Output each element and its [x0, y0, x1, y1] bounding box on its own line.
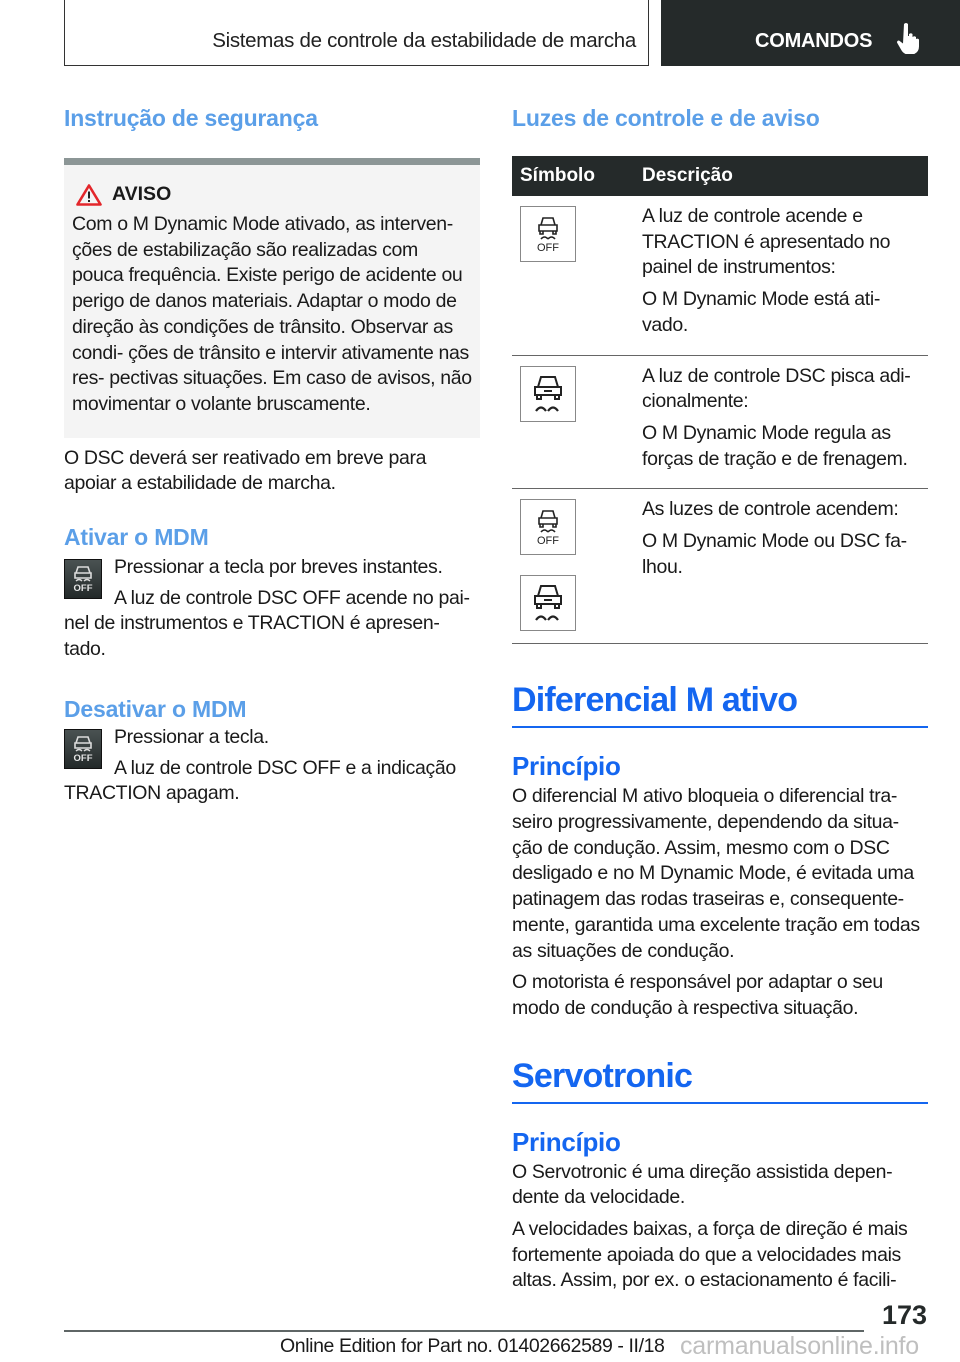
symbol-cell	[512, 196, 634, 355]
chapter-tab[interactable]	[661, 0, 960, 66]
deactivate-instruction	[64, 725, 480, 807]
pointing-hand-icon	[896, 22, 920, 54]
activate-result: A luz de controle DSC OFF acende no pai- nel de instrumentos e TRACTION é apresen- tado.	[64, 586, 470, 661]
deactivate-step: Pressionar a tecla.	[114, 725, 269, 748]
servo-paragraph: O Servotronic é uma direção assistida depen- dente da velocidade.	[512, 1160, 893, 1209]
lights-heading: Luzes de controle e de aviso	[512, 105, 820, 131]
symbol-cell	[512, 489, 634, 644]
symbol-cell	[512, 355, 634, 489]
diff-section-heading: Diferencial M ativo	[512, 680, 928, 728]
header-section-box	[64, 0, 649, 66]
servo-section-heading: Servotronic	[512, 1056, 928, 1104]
servo-principle-heading: Princípio	[512, 1126, 621, 1157]
deactivate-result: A luz de controle DSC OFF e a indicação TRACTION apagam.	[64, 756, 456, 805]
description-cell: A luz de controle acende e TRACTION é apresentado no painel de instrumentos: O M Dynamic Mode está ati- vado.	[634, 196, 928, 355]
dsc-indicator-icon	[520, 366, 576, 422]
diff-principle-heading: Princípio	[512, 751, 621, 782]
dsc-indicator-icon	[520, 575, 576, 631]
table-row	[512, 489, 928, 644]
deactivate-heading: Desativar o MDM	[64, 695, 247, 722]
dsc-off-button-icon	[64, 729, 102, 769]
table-row	[512, 355, 928, 489]
description-cell: As luzes de controle acendem: O M Dynamic Mode ou DSC fa- lhou.	[634, 489, 928, 644]
table-row	[512, 196, 928, 355]
table-header-row	[512, 156, 928, 196]
indicator-lights-table	[512, 156, 928, 644]
diff-paragraph: O diferencial M ativo bloqueia o diferencial tra- seiro progressivamente, dependendo da situa- ção de condução. Assim, mesmo com o DSC desligado e no M Dynamic Mode, é evitada uma patinagem das rodas traseiras e, consequente- mente, garantida uma excelente tração em todas as situações de condução.	[512, 785, 920, 962]
column-header-symbol: Símbolo	[512, 156, 634, 196]
page-number: 173	[882, 1300, 928, 1330]
dsc-note: O DSC deverá ser reativado em breve para apoiar a estabilidade de marcha.	[64, 446, 427, 495]
watermark[interactable]: carmanualsonline.info	[680, 1332, 920, 1360]
right-column	[512, 100, 928, 1294]
activate-instruction	[64, 555, 480, 663]
safety-heading: Instrução de segurança	[64, 105, 318, 131]
button-off-label: OFF	[73, 583, 93, 595]
dsc-off-button-icon	[64, 559, 102, 599]
warning-title-row	[76, 183, 474, 206]
description-cell: A luz de controle DSC pisca adi- cionalmente: O M Dynamic Mode regula as forças de tração e de frenagem.	[634, 355, 928, 489]
left-column	[64, 100, 480, 812]
chapter-tab-label: COMANDOS	[755, 30, 873, 52]
warning-text: Com o M Dynamic Mode ativado, as interven- ções de estabilização são realizadas com pouca frequência. Existe perigo de acidente ou perigo de danos materiais. Adaptar o modo de direção às condições de trânsito. Observar as condi- ções de trânsito e intervir ativamente nas res- pectivas situações. Em caso de avisos, não movimentar o volante bruscamente.	[72, 213, 472, 415]
edition-text: Online Edition for Part no. 01402662589 - II/18	[280, 1335, 665, 1357]
dsc-off-indicator-icon: OFF	[520, 499, 576, 555]
servo-paragraph: A velocidades baixas, a força de direção é mais fortemente apoiada do que a velocidades mais altas. Assim, por ex. o estacionamento é facili-	[512, 1218, 908, 1292]
activate-heading: Ativar o MDM	[64, 524, 209, 551]
warning-title: AVISO	[112, 183, 172, 205]
warning-box	[64, 158, 480, 438]
column-header-description: Descrição	[634, 156, 928, 196]
warning-triangle-icon	[76, 184, 102, 206]
activate-step: Pressionar a tecla por breves instantes.	[114, 556, 443, 579]
section-title: Sistemas de controle da estabilidade de marcha	[212, 29, 636, 52]
button-off-label: OFF	[73, 752, 93, 764]
dsc-off-indicator-icon: OFF	[520, 206, 576, 262]
diff-paragraph: O motorista é responsável por adaptar o seu modo de condução à respectiva situação.	[512, 971, 883, 1019]
